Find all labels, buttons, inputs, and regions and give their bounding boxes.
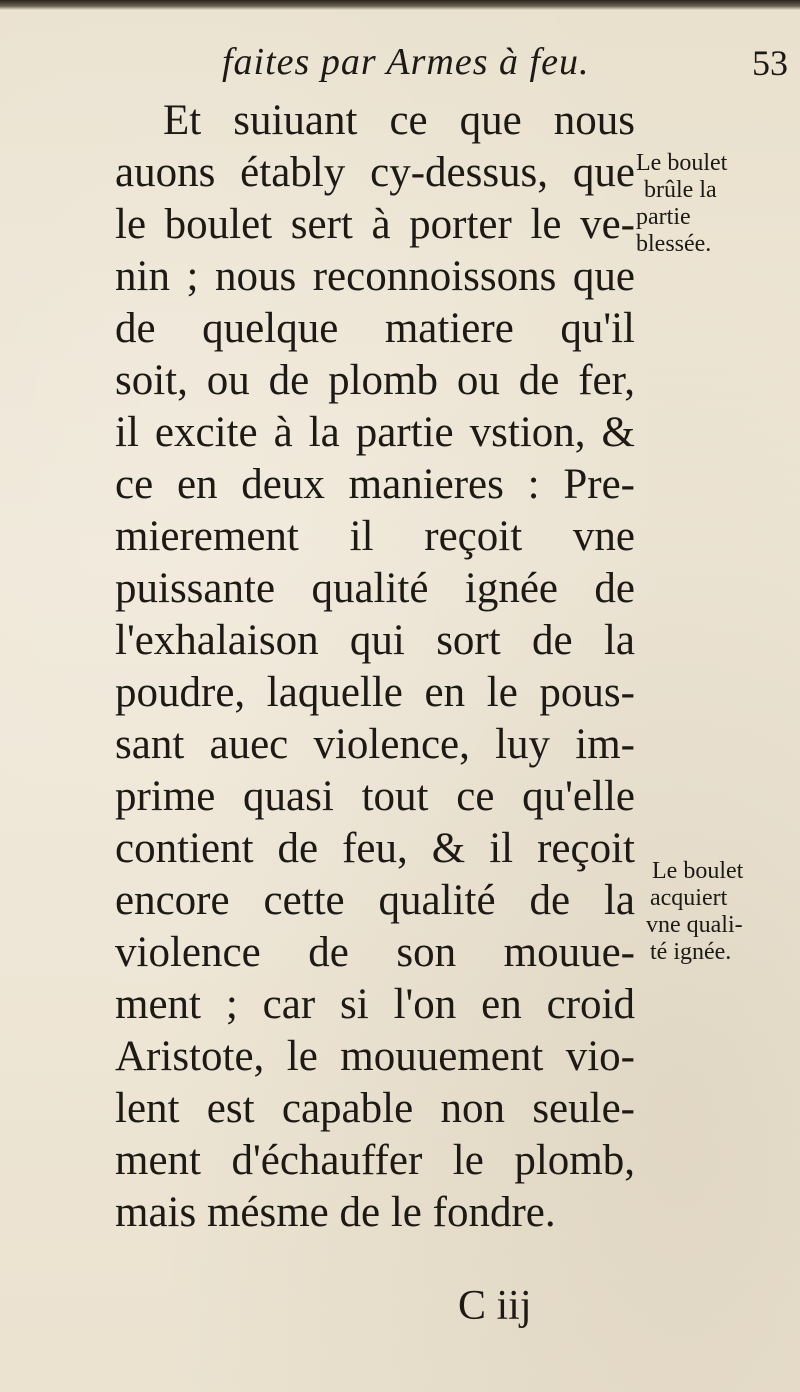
margin-note-line: brûle la — [644, 177, 717, 203]
signature-mark: C iij — [458, 1283, 532, 1329]
text-line: soit, ou de plomb ou de fer, — [115, 357, 635, 404]
text-line: Aristote, le mouuement vio- — [115, 1033, 635, 1080]
text-line: Et suiuant ce que nous — [163, 97, 635, 144]
text-line: auons étably cy-dessus, que — [115, 149, 635, 196]
text-line: poudre, laquelle en le pous- — [115, 669, 635, 716]
margin-note-line: partie — [636, 204, 691, 230]
text-line: sant auec violence, luy im- — [115, 721, 635, 768]
margin-note-line: Le boulet — [636, 150, 728, 176]
margin-note-line: acquiert — [650, 885, 728, 911]
running-title: faites par Armes à feu. — [222, 41, 590, 83]
margin-note-boulet-acquiert — [646, 858, 743, 966]
text-line: ce en deux manieres : Pre- — [115, 461, 635, 508]
margin-note-line: Le boulet — [652, 858, 744, 884]
text-line: puissante qualité ignée de — [115, 565, 635, 612]
text-line: lent est capable non seule- — [115, 1085, 635, 1132]
page-number: 53 — [752, 43, 788, 83]
margin-note-line: vne quali- — [646, 912, 743, 938]
text-line: ment d'échauffer le plomb, — [115, 1137, 635, 1184]
body-text — [115, 95, 635, 1239]
text-line: prime quasi tout ce qu'elle — [115, 773, 635, 820]
text-line: ment ; car si l'on en croid — [115, 981, 635, 1028]
margin-note-line: blessée. — [636, 231, 712, 257]
text-line: il excite à la partie vstion, & — [115, 409, 635, 456]
text-line: de quelque matiere qu'il — [115, 305, 635, 352]
text-line: mierement il reçoit vne — [115, 513, 635, 560]
text-line: nin ; nous reconnoissons que — [115, 253, 635, 300]
margin-note-line: té ignée. — [650, 939, 732, 965]
text-line: encore cette qualité de la — [115, 877, 635, 924]
page-top-edge — [0, 0, 800, 10]
text-line: mais mésme de le fondre. — [115, 1189, 556, 1236]
margin-note-boulet-brule — [636, 150, 727, 258]
text-line: contient de feu, & il reçoit — [115, 825, 635, 872]
text-line: violence de son mouue- — [115, 929, 635, 976]
text-line: l'exhalaison qui sort de la — [115, 617, 635, 664]
text-line: le boulet sert à porter le ve- — [115, 201, 635, 248]
